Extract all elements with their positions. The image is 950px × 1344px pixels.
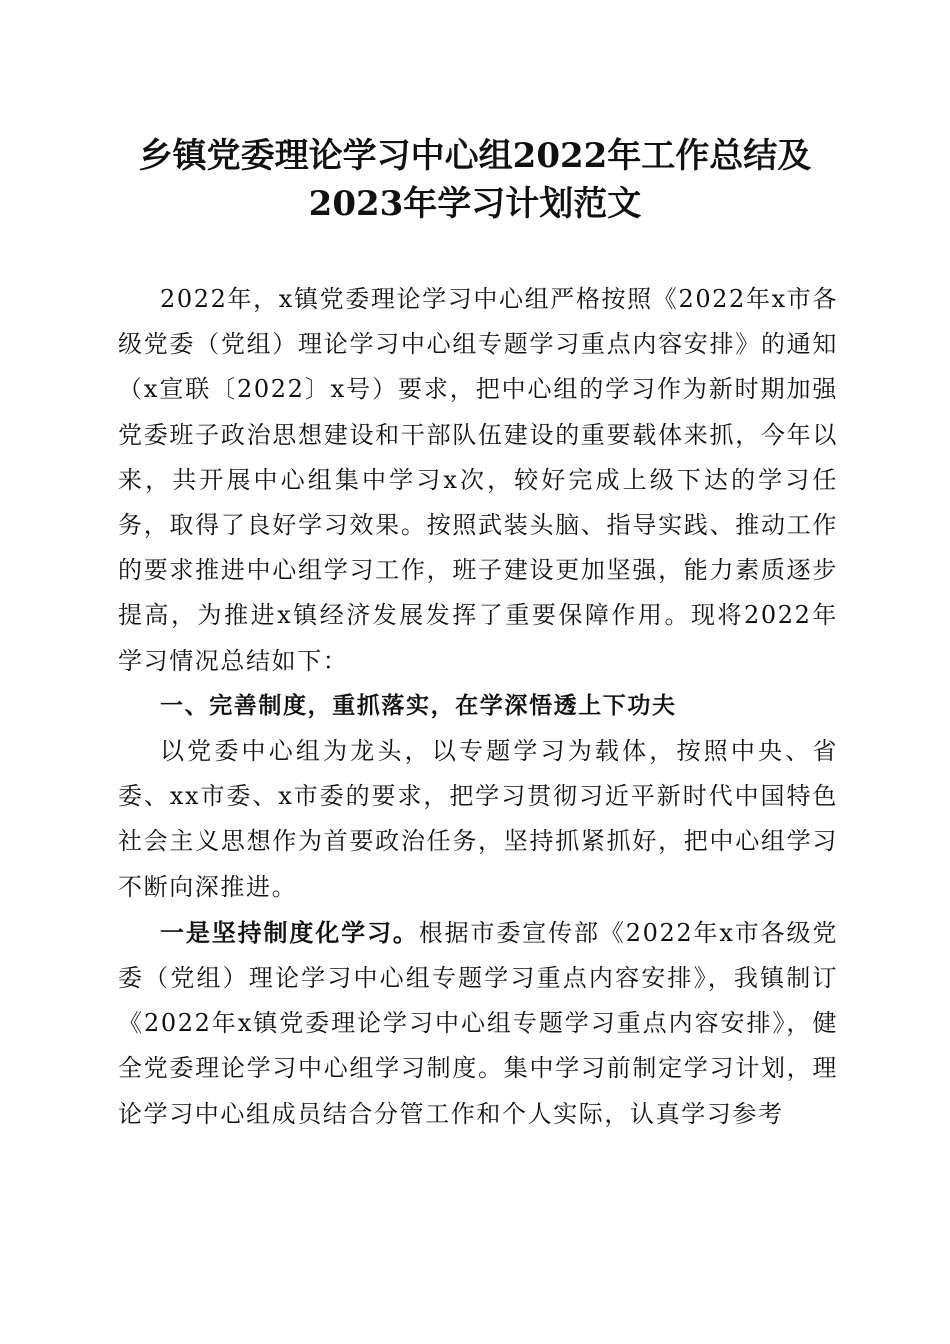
point-1-text: 根据市委宣传部《2022年x市各级党委（党组）理论学习中心组专题学习重点内容安排》，我镇制订《2022年x镇党委理论学习中心组专题学习重点内容安排》，健全党委理论学习中心组学习制度。集中学习前制定学习计划，理论学习中心组成员结合分管工作和个人实际，认真学习参考 bbox=[118, 918, 838, 1128]
section-heading-1: 一、完善制度，重抓落实，在学深悟透上下功夫 bbox=[160, 692, 677, 719]
page-title bbox=[100, 132, 850, 228]
intro-paragraph: 2022年，x镇党委理论学习中心组严格按照《2022年x市各级党委（党组）理论学习中心组专题学习重点内容安排》的通知（x宣联〔2022〕x号）要求，把中心组的学习作为新时期加强党委班子政治思想建设和干部队伍建设的重要载体来抓，今年以来，共开展中心组集中学习x次，较好完成上级下达的学习任务，取得了良好学习效果。按照武装头脑、指导实践、推动工作的要求推进中心组学习工作，班子建设更加坚强，能力素质逐步提高，为推进x镇经济发展发挥了重要保障作用。现将2022年学习情况总结如下： bbox=[118, 285, 838, 675]
point-1-lead: 一是坚持制度化学习。 bbox=[160, 917, 419, 947]
title-line-1: 乡镇党委理论学习中心组2022年工作总结及 bbox=[138, 136, 812, 176]
point-1-paragraph bbox=[118, 910, 838, 1137]
section-1-paragraph: 以党委中心组为龙头，以专题学习为载体，按照中央、省委、xx市委、x市委的要求，把学习贯彻习近平新时代中国特色社会主义思想作为首要政治任务，坚持抓紧抓好，把中心组学习不断向深推进。 bbox=[118, 737, 838, 901]
title-line-2: 2023年学习计划范文 bbox=[308, 184, 642, 224]
document-body bbox=[118, 277, 838, 1137]
